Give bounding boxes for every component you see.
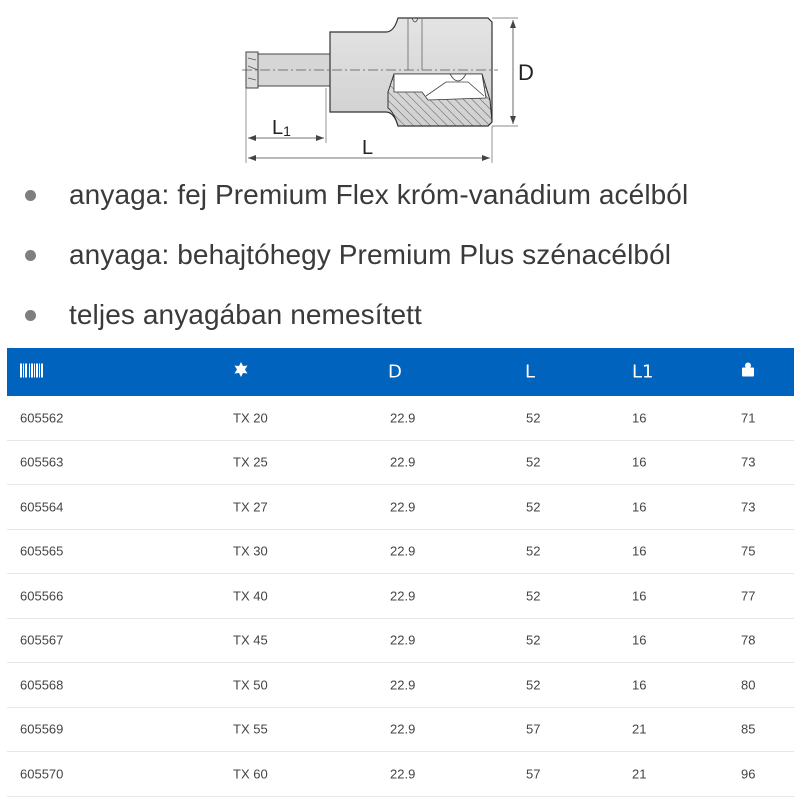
cell-l: 52 [526,588,541,604]
cell-weight: 96 [741,766,756,782]
cell-l1: 16 [632,410,647,426]
bullet-icon [25,250,36,261]
cell-l1: 16 [632,454,647,470]
cell-d: 22.9 [390,632,416,648]
cell-size: TX 27 [233,499,268,515]
cell-code: 605564 [20,499,64,515]
bullet-icon [25,310,36,321]
cell-weight: 78 [741,632,756,648]
cell-d: 22.9 [390,766,416,782]
cell-l: 52 [526,677,541,693]
cell-size: TX 30 [233,543,268,559]
cell-size: TX 55 [233,721,268,737]
cell-l: 52 [526,632,541,648]
cell-l: 57 [526,721,541,737]
cell-l: 52 [526,499,541,515]
cell-weight: 77 [741,588,756,604]
cell-l1: 16 [632,543,647,559]
torx-star-icon [233,362,249,383]
cell-code: 605562 [20,410,64,426]
cell-size: TX 20 [233,410,268,426]
cell-l: 52 [526,410,541,426]
socket-dimension-drawing [236,8,536,168]
cell-weight: 75 [741,543,756,559]
cell-weight: 73 [741,454,756,470]
feature-text: teljes anyagában nemesített [69,299,422,330]
svg-text:L1: L1 [272,117,291,139]
cell-l1: 16 [632,588,647,604]
table-row [7,752,794,797]
cell-weight: 71 [741,410,756,426]
cell-d: 22.9 [390,588,416,604]
cell-l: 57 [526,766,541,782]
cell-size: TX 45 [233,632,268,648]
table-row [7,530,794,575]
cell-l1: 16 [632,677,647,693]
cell-weight: 85 [741,721,756,737]
cell-size: TX 25 [233,454,268,470]
cell-l: 52 [526,454,541,470]
cell-code: 605567 [20,632,64,648]
cell-weight: 80 [741,677,756,693]
cell-size: TX 60 [233,766,268,782]
cell-d: 22.9 [390,543,416,559]
column-header-l: L [525,361,536,383]
weight-icon [741,362,755,383]
cell-code: 605565 [20,543,64,559]
table-row [7,396,794,441]
feature-text: anyaga: fej Premium Flex króm-vanádium acélból [69,179,689,210]
spec-table [7,348,794,797]
table-row [7,485,794,530]
cell-d: 22.9 [390,499,416,515]
cell-weight: 73 [741,499,756,515]
cell-d: 22.9 [390,410,416,426]
column-header-d: D [388,361,402,383]
cell-l: 52 [526,543,541,559]
table-row [7,708,794,753]
cell-d: 22.9 [390,721,416,737]
dimension-label-d: D [518,60,534,85]
cell-l1: 16 [632,632,647,648]
column-header-l1: L1 [632,361,654,383]
cell-d: 22.9 [390,454,416,470]
cell-size: TX 40 [233,588,268,604]
cell-l1: 21 [632,721,647,737]
cell-code: 605570 [20,766,64,782]
table-row [7,663,794,708]
table-row [7,574,794,619]
dimension-label-l: L [362,137,374,159]
cell-code: 605568 [20,677,64,693]
cell-l1: 21 [632,766,647,782]
table-row [7,619,794,664]
table-header [7,348,794,396]
cell-code: 605569 [20,721,64,737]
feature-text: anyaga: behajtóhegy Premium Plus szénacélból [69,239,672,270]
cell-l1: 16 [632,499,647,515]
dimension-label-l1: L [272,117,284,139]
bullet-icon [25,190,36,201]
cell-size: TX 50 [233,677,268,693]
barcode-icon [20,362,44,383]
cell-code: 605563 [20,454,64,470]
table-row [7,441,794,486]
cell-d: 22.9 [390,677,416,693]
cell-code: 605566 [20,588,64,604]
